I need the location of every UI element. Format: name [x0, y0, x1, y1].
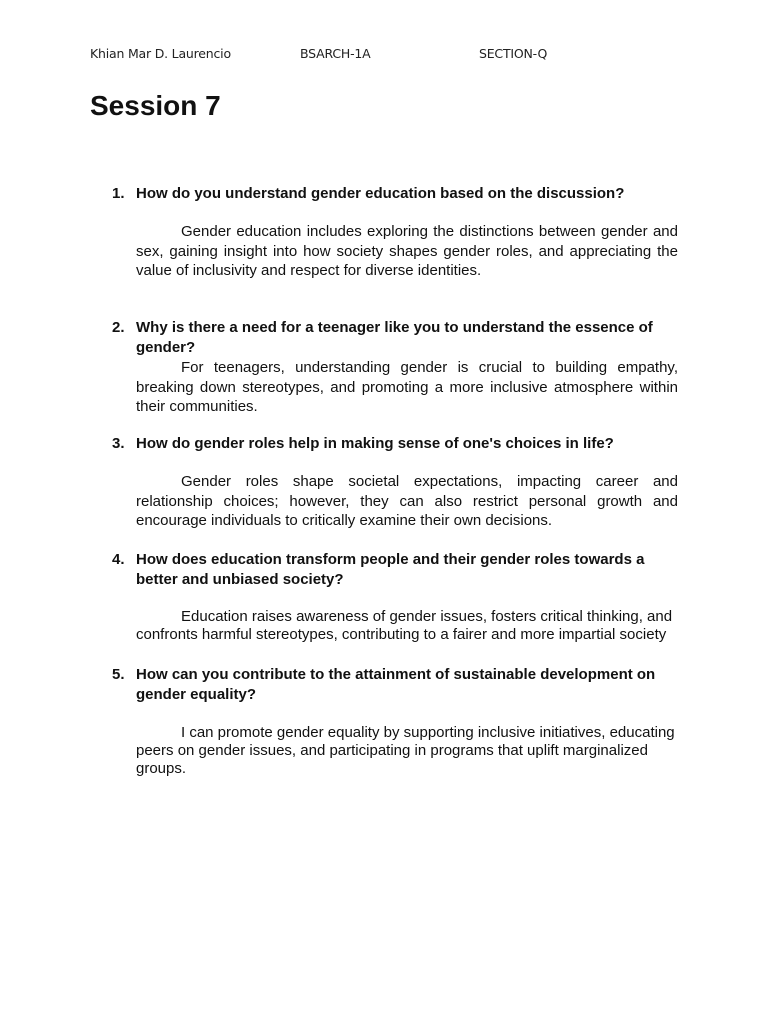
- question-item-1: [112, 184, 678, 281]
- question-3: [112, 434, 678, 454]
- question-1: [112, 184, 678, 204]
- question-4: [112, 550, 678, 590]
- question-2: [112, 318, 678, 358]
- page-title: Session 7: [90, 90, 221, 121]
- question-item-4: [112, 550, 678, 644]
- answer-5: I can promote gender equality by supporting inclusive initiatives, educating peers on gender issues, and participating in programs that uplift marginalized groups.: [136, 724, 675, 777]
- question-text: How can you contribute to the attainment of sustainable development on gender equality?: [136, 666, 656, 703]
- question-number: 2.: [112, 319, 125, 336]
- question-number: 5.: [112, 666, 125, 683]
- question-text: How do gender roles help in making sense of one's choices in life?: [136, 435, 614, 452]
- question-number: 4.: [112, 551, 125, 568]
- question-text: How does education transform people and their gender roles towards a better and unbiased society?: [136, 551, 645, 588]
- answer-2: For teenagers, understanding gender is crucial to building empathy, breaking down stereotypes, and promoting a more inclusive atmosphere within their communities.: [136, 359, 678, 415]
- question-text: How do you understand gender education based on the discussion?: [136, 185, 625, 202]
- question-number: 1.: [112, 185, 125, 202]
- question-5: [112, 665, 678, 705]
- question-text: Why is there a need for a teenager like you to understand the essence of gender?: [136, 319, 653, 356]
- answer-4: Education raises awareness of gender issues, fosters critical thinking, and confronts harmful stereotypes, contributing to a fairer and more impartial society: [136, 608, 673, 643]
- course-code: BSARCH-1A: [300, 46, 371, 61]
- question-number: 3.: [112, 435, 125, 452]
- student-name: Khian Mar D. Laurencio: [90, 46, 231, 61]
- answer-1: Gender education includes exploring the distinctions between gender and sex, gaining insight into how society shapes gender roles, and appreciating the value of inclusivity and respect for diverse identities.: [136, 223, 678, 279]
- question-item-5: [112, 665, 678, 778]
- answer-3: Gender roles shape societal expectations, impacting career and relationship choices; however, they can also restrict personal growth and encourage individuals to critically examine their own decisions.: [136, 473, 678, 529]
- question-item-3: [112, 434, 678, 531]
- question-item-2: [112, 318, 678, 417]
- section-label: SECTION-Q: [479, 46, 548, 61]
